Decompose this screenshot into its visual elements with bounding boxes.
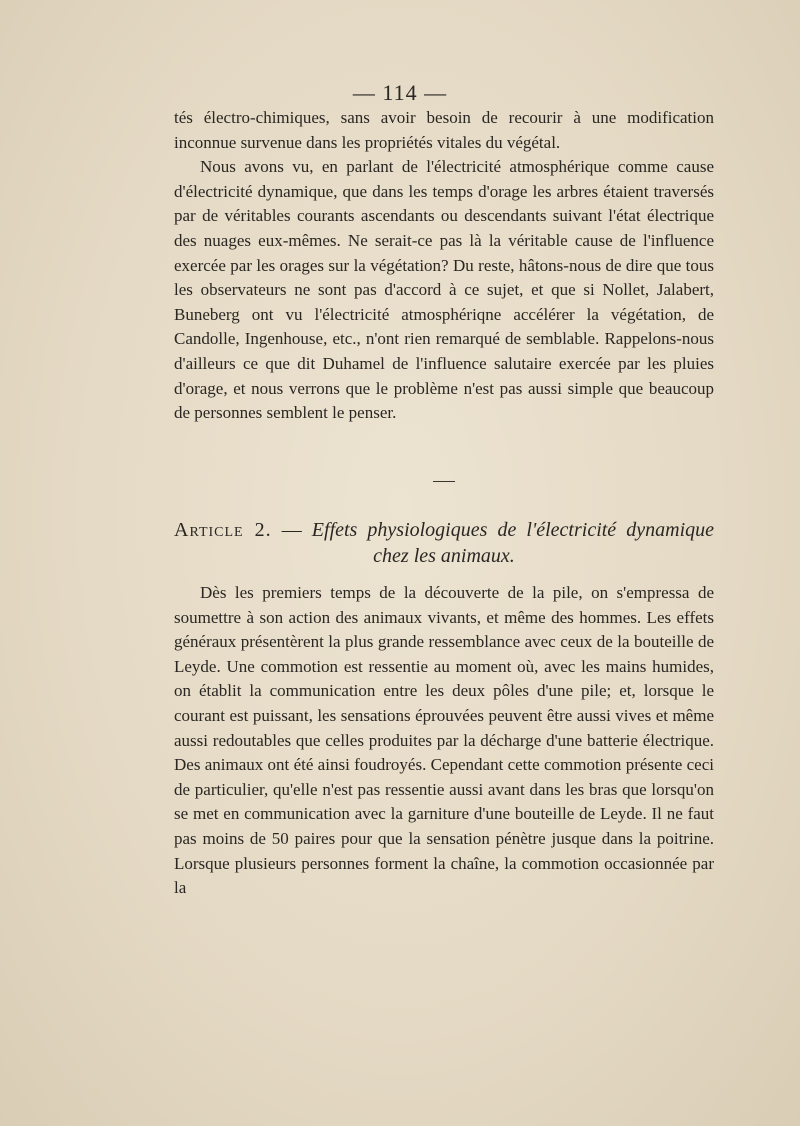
body-text-bottom — [174, 581, 714, 901]
section-separator — [433, 481, 455, 482]
article-heading — [174, 517, 714, 569]
page-number: — 114 — — [352, 80, 448, 105]
paragraph-orages: Nous avons vu, en parlant de l'électricité atmosphérique comme cause d'électricité dynamique, que dans les temps d'orage les arbres étaient traversés par de véritables courants ascendants ou descendants suivant l'état électrique des nuages eux-mêmes. Ne serait-ce pas là la véritable cause de l'influence exercée par les orages sur la végétation? Du reste, hâtons-nous de dire que tous les observateurs ne sont pas d'accord à ce sujet, et que si Nollet, Jalabert, Buneberg ont vu l'électricité atmosphériqne accélérer la végétation, de Candolle, Ingenhouse, etc., n'ont rien remarqué de semblable. Rappelons-nous d'ailleurs ce que dit Duhamel de l'influence salutaire exercée par les pluies d'orage, et nous verrons que le problème n'est pas aussi simple que beaucoup de personnes semblent le penser. — [174, 157, 714, 423]
paragraph-pile: Dès les premiers temps de la découverte de la pile, on s'empressa de soumettre à son action des animaux vivants, et même des hommes. Les effets généraux présentèrent la plus grande ressemblance avec ceux de la bouteille de Leyde. Une commotion est ressentie au moment où, avec les mains humides, on établit la communication entre les deux pôles d'une pile; et, lorsque le courant est puissant, les sensations éprouvées peuvent être aussi vives et même aussi redoutables que celles produites par la décharge d'une batterie électrique. Des animaux ont été ainsi foudroyés. Cependant cette commotion présente ceci de particulier, qu'elle n'est pas ressentie aussi avant dans les bras que lorsqu'on se met en communication avec la garniture d'une bouteille de Leyde. Il ne faut pas moins de 50 paires pour que la sensation pénètre jusque dans la poitrine. Lorsque plusieurs personnes forment la chaîne, la commotion occasionnée par la — [174, 583, 714, 898]
article-label: Article 2. — [174, 519, 272, 541]
article-title-line2: chez les animaux. — [373, 545, 515, 567]
paragraph-continuation: tés électro-chimiques, sans avoir besoin de recourir à une modification inconnue survenue dans les propriétés vitales du végétal. — [174, 108, 714, 152]
body-text-top — [174, 106, 714, 426]
article-heading-line1 — [174, 517, 714, 543]
article-title-line1: Effets physiologiques de l'électricité dynamique — [311, 519, 714, 541]
article-dash: — — [271, 519, 312, 541]
